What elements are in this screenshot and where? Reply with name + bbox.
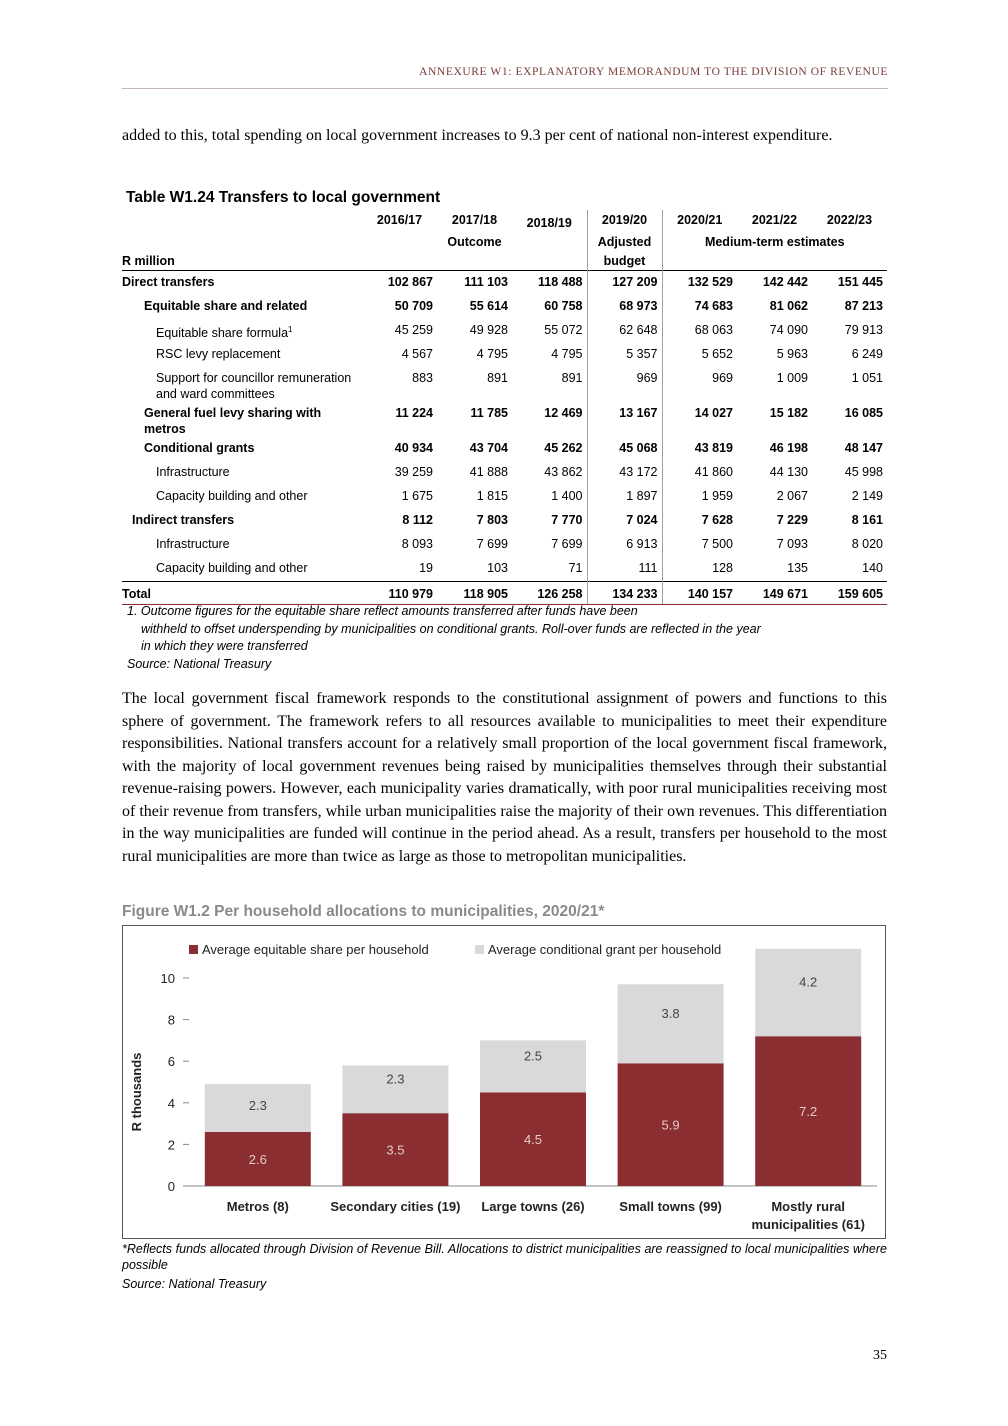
table-cell: 71 [568, 561, 583, 575]
table-row [122, 533, 887, 557]
table-row [122, 437, 887, 461]
table-cell: 127 209 [587, 271, 662, 296]
table-cell: 8 161 [851, 513, 883, 527]
table-cell: 111 103 [437, 271, 512, 296]
x-category-label: Metros (8) [226, 1199, 289, 1214]
table-cell: 68 973 [587, 295, 662, 319]
table-cell: 13 167 [587, 402, 662, 437]
table-cell: 81 062 [769, 299, 808, 313]
table-cell: 79 913 [844, 323, 883, 337]
table-cell: 2 149 [851, 489, 883, 503]
row-label: Capacity building and other [156, 561, 308, 575]
running-header: ANNEXURE W1: EXPLANATORY MEMORANDUM TO THE DIVISION OF REVENUE [419, 66, 888, 78]
table-cell: 7 770 [551, 513, 583, 527]
year-header: 2020/21 [677, 213, 723, 227]
y-axis-label: R thousands [129, 1052, 144, 1132]
row-label: Support for councillor remuneration and ward committees [156, 371, 352, 401]
legend-label-conditional: Average conditional grant per household [488, 942, 722, 957]
page-number: 35 [873, 1348, 887, 1363]
table-cell: 5 357 [587, 343, 662, 367]
table-cell: 7 628 [701, 513, 733, 527]
table-cell: 969 [587, 367, 662, 402]
x-category-label: Mostly rural [771, 1199, 846, 1214]
table-header-years [122, 210, 887, 232]
total-row [122, 582, 887, 605]
table-cell: 2 067 [776, 489, 808, 503]
table-cell: 74 090 [769, 323, 808, 337]
row-label: Direct transfers [122, 271, 362, 296]
table-header-unit [122, 251, 887, 271]
table-cell: 135 [787, 561, 808, 575]
table-cell: 74 683 [694, 299, 733, 313]
table-cell: 12 469 [544, 406, 583, 420]
table-cell: 55 072 [544, 323, 583, 337]
intro-paragraph: added to this, total spending on local government increases to 9.3 per cent of national non-interest expenditure. [122, 127, 833, 144]
table-cell: 4 567 [401, 347, 433, 361]
table-cell: 102 867 [362, 271, 437, 296]
total-cell: 118 905 [437, 582, 512, 605]
table-row [122, 557, 887, 582]
table-cell: 1 815 [476, 489, 508, 503]
table-footnote-line: in which they were transferred [141, 639, 308, 653]
body-paragraph: The local government fiscal framework responds to the constitutional assignment of powers and functions to this sphere of government. The framework refers to all resources available to municipalities to meet their expenditure responsibilities. National transfers account for a relatively small proportion of the local government fiscal framework, with the majority of local government revenues being raised by municipalities themselves through their substantial revenue-raising powers. However, each municipality varies dramatically, with poor rural municipalities receiving most of their revenue from transfers, while urban municipalities raise the majority of their own revenues. This differentiation in the way municipalities are funded will continue in the period ahead. As a result, transfers per household to the most rural municipalities are more than twice as large as those to metropolitan municipalities. [122, 690, 887, 865]
total-cell: 149 671 [737, 582, 812, 605]
data-label-equitable: 5.9 [661, 1117, 680, 1133]
table-cell: 43 704 [469, 441, 508, 455]
data-label-conditional: 3.8 [661, 1005, 680, 1021]
table-cell: 7 093 [776, 537, 808, 551]
table-cell: 969 [712, 371, 733, 385]
table-cell: 41 888 [469, 465, 508, 479]
table-cell: 7 699 [476, 537, 508, 551]
table-cell: 8 020 [851, 537, 883, 551]
table-cell: 5 963 [776, 347, 808, 361]
figure-footnote: *Reflects funds allocated through Division of Revenue Bill. Allocations to district municipalities are reassigned to local municipalities where possible [122, 1242, 887, 1272]
row-label: Equitable share and related [144, 299, 308, 313]
table-cell: 45 998 [844, 465, 883, 479]
table-cell: 4 795 [551, 347, 583, 361]
table-row [122, 271, 887, 296]
legend-label-equitable: Average equitable share per household [202, 942, 429, 957]
table-cell: 1 051 [851, 371, 883, 385]
table-cell: 7 699 [551, 537, 583, 551]
table-source: Source: National Treasury [127, 656, 272, 671]
table-cell: 1 009 [776, 371, 808, 385]
table-row [122, 402, 887, 437]
table-cell: 55 614 [469, 299, 508, 313]
table-cell: 6 249 [851, 347, 883, 361]
table-cell: 140 [862, 561, 883, 575]
transfers-table [122, 210, 887, 605]
year-header: 2017/18 [451, 213, 498, 227]
transfers-table-wrapper [122, 210, 887, 605]
table-cell: 1 959 [701, 489, 733, 503]
table-cell: 891 [561, 371, 583, 385]
table-footnote-line: 1. Outcome figures for the equitable share reflect amounts transferred after funds have been [127, 604, 638, 618]
data-label-conditional: 2.3 [248, 1097, 267, 1113]
row-label: RSC levy replacement [156, 347, 281, 361]
data-label-equitable: 2.6 [248, 1152, 267, 1167]
table-row [122, 319, 887, 343]
table-cell: 46 198 [769, 441, 808, 455]
table-cell: 103 [487, 561, 508, 575]
header-rule [122, 88, 888, 89]
bar-conditional-grant [755, 949, 861, 1036]
stacked-bar-chart [123, 926, 885, 1238]
data-label-conditional: 2.3 [386, 1071, 405, 1087]
table-cell: 7 803 [476, 513, 508, 527]
total-cell: 159 605 [812, 582, 887, 605]
year-header: 2016/17 [376, 213, 423, 227]
table-cell: 43 862 [544, 465, 583, 479]
figure-title: Figure W1.2 Per household allocations to municipalities, 2020/21* [122, 903, 605, 920]
table-cell: 1 675 [401, 489, 433, 503]
year-header: 2019/20 [587, 210, 662, 232]
y-tick-label: 6 [167, 1054, 175, 1070]
table-row [122, 509, 887, 533]
table-cell: 44 130 [769, 465, 808, 479]
table-cell: 39 259 [394, 465, 433, 479]
table-footnotes [127, 603, 887, 673]
table-cell: 111 [587, 557, 662, 582]
table-cell: 132 529 [662, 271, 737, 296]
table-cell: 14 027 [694, 406, 733, 420]
y-tick-label: 10 [160, 971, 175, 986]
data-label-conditional: 4.2 [799, 974, 818, 990]
table-cell: 45 259 [394, 323, 433, 337]
table-cell: 4 795 [476, 347, 508, 361]
table-row [122, 461, 887, 485]
table-cell: 151 445 [812, 271, 887, 296]
row-label: Capacity building and other [156, 489, 308, 503]
data-label-equitable: 7.2 [799, 1104, 818, 1120]
x-category-label: municipalities (61) [751, 1217, 865, 1232]
table-footnote-line: withheld to offset underspending by municipalities on conditional grants. Roll-over funds are reflected in the year [141, 621, 761, 636]
table-title: Table W1.24 Transfers to local government [126, 189, 441, 206]
row-label: Equitable share formula$^1$ [156, 325, 293, 341]
table-cell: 7 024 [587, 509, 662, 533]
table-cell: 60 758 [544, 299, 583, 313]
table-cell: 891 [487, 371, 508, 385]
table-row [122, 343, 887, 367]
footnote-marker: 1 [288, 325, 293, 334]
row-label: Conditional grants [144, 441, 255, 455]
total-cell: 140 157 [662, 582, 737, 605]
table-cell: 8 112 [402, 513, 433, 527]
y-tick-label: 8 [167, 1012, 175, 1028]
table-cell: 6 913 [587, 533, 662, 557]
table-cell: 883 [412, 371, 433, 385]
row-label: Total [122, 582, 362, 605]
row-label: Indirect transfers [132, 513, 235, 527]
table-cell: 7 500 [701, 537, 733, 551]
y-tick-label: 2 [167, 1137, 175, 1153]
x-category-label: Small towns (99) [619, 1199, 722, 1214]
table-cell: 45 068 [587, 437, 662, 461]
adjusted-header: Adjusted [587, 232, 662, 251]
x-category-label: Large towns (26) [481, 1199, 585, 1214]
outcome-group-header: Outcome [447, 235, 502, 249]
table-row [122, 295, 887, 319]
year-header: 2022/23 [826, 213, 873, 227]
year-header: 2018/19 [526, 216, 572, 230]
data-label-equitable: 3.5 [386, 1142, 405, 1158]
legend-swatch-conditional [475, 945, 484, 954]
table-cell: 68 063 [694, 323, 733, 337]
table-cell: 45 262 [544, 441, 583, 455]
legend-swatch-equitable [189, 945, 198, 954]
data-label-conditional: 2.5 [523, 1048, 543, 1064]
table-cell: 19 [419, 561, 433, 575]
table-row [122, 485, 887, 509]
table-cell: 7 229 [776, 513, 808, 527]
table-cell: 43 819 [694, 441, 733, 455]
table-header-groups [122, 232, 887, 251]
y-tick-label: 4 [167, 1095, 175, 1111]
table-cell: 49 928 [469, 323, 508, 337]
row-label: General fuel levy sharing with metros [144, 406, 322, 436]
table-row [122, 367, 887, 402]
table-cell: 128 [712, 561, 733, 575]
chart-frame [122, 925, 886, 1239]
table-cell: 16 085 [844, 406, 883, 420]
table-cell: 48 147 [844, 441, 883, 455]
unit-label: R million [122, 254, 175, 268]
budget-header: budget [587, 251, 662, 271]
y-tick-label: 0 [167, 1179, 175, 1194]
year-header: 2021/22 [751, 213, 798, 227]
total-cell: 134 233 [587, 582, 662, 605]
table-cell: 15 182 [769, 406, 808, 420]
data-label-equitable: 4.5 [523, 1132, 543, 1148]
table-cell: 41 860 [694, 465, 733, 479]
table-cell: 1 400 [551, 489, 583, 503]
table-cell: 11 785 [470, 406, 508, 420]
total-cell: 110 979 [362, 582, 437, 605]
table-cell: 87 213 [844, 299, 883, 313]
row-label: Infrastructure [156, 537, 230, 551]
table-cell: 50 709 [394, 299, 433, 313]
table-cell: 62 648 [587, 319, 662, 343]
table-cell: 142 442 [737, 271, 812, 296]
table-cell: 40 934 [394, 441, 433, 455]
table-cell: 118 488 [512, 271, 587, 296]
row-label: Infrastructure [156, 465, 230, 479]
bar-conditional-grant [618, 984, 724, 1063]
table-cell: 8 093 [401, 537, 433, 551]
total-cell: 126 258 [512, 582, 587, 605]
table-cell: 1 897 [587, 485, 662, 509]
figure-source: Source: National Treasury [122, 1277, 267, 1291]
x-category-label: Secondary cities (19) [330, 1199, 461, 1214]
mte-group-header: Medium-term estimates [704, 235, 845, 249]
table-cell: 43 172 [587, 461, 662, 485]
table-cell: 5 652 [701, 347, 733, 361]
table-cell: 11 224 [395, 406, 433, 420]
